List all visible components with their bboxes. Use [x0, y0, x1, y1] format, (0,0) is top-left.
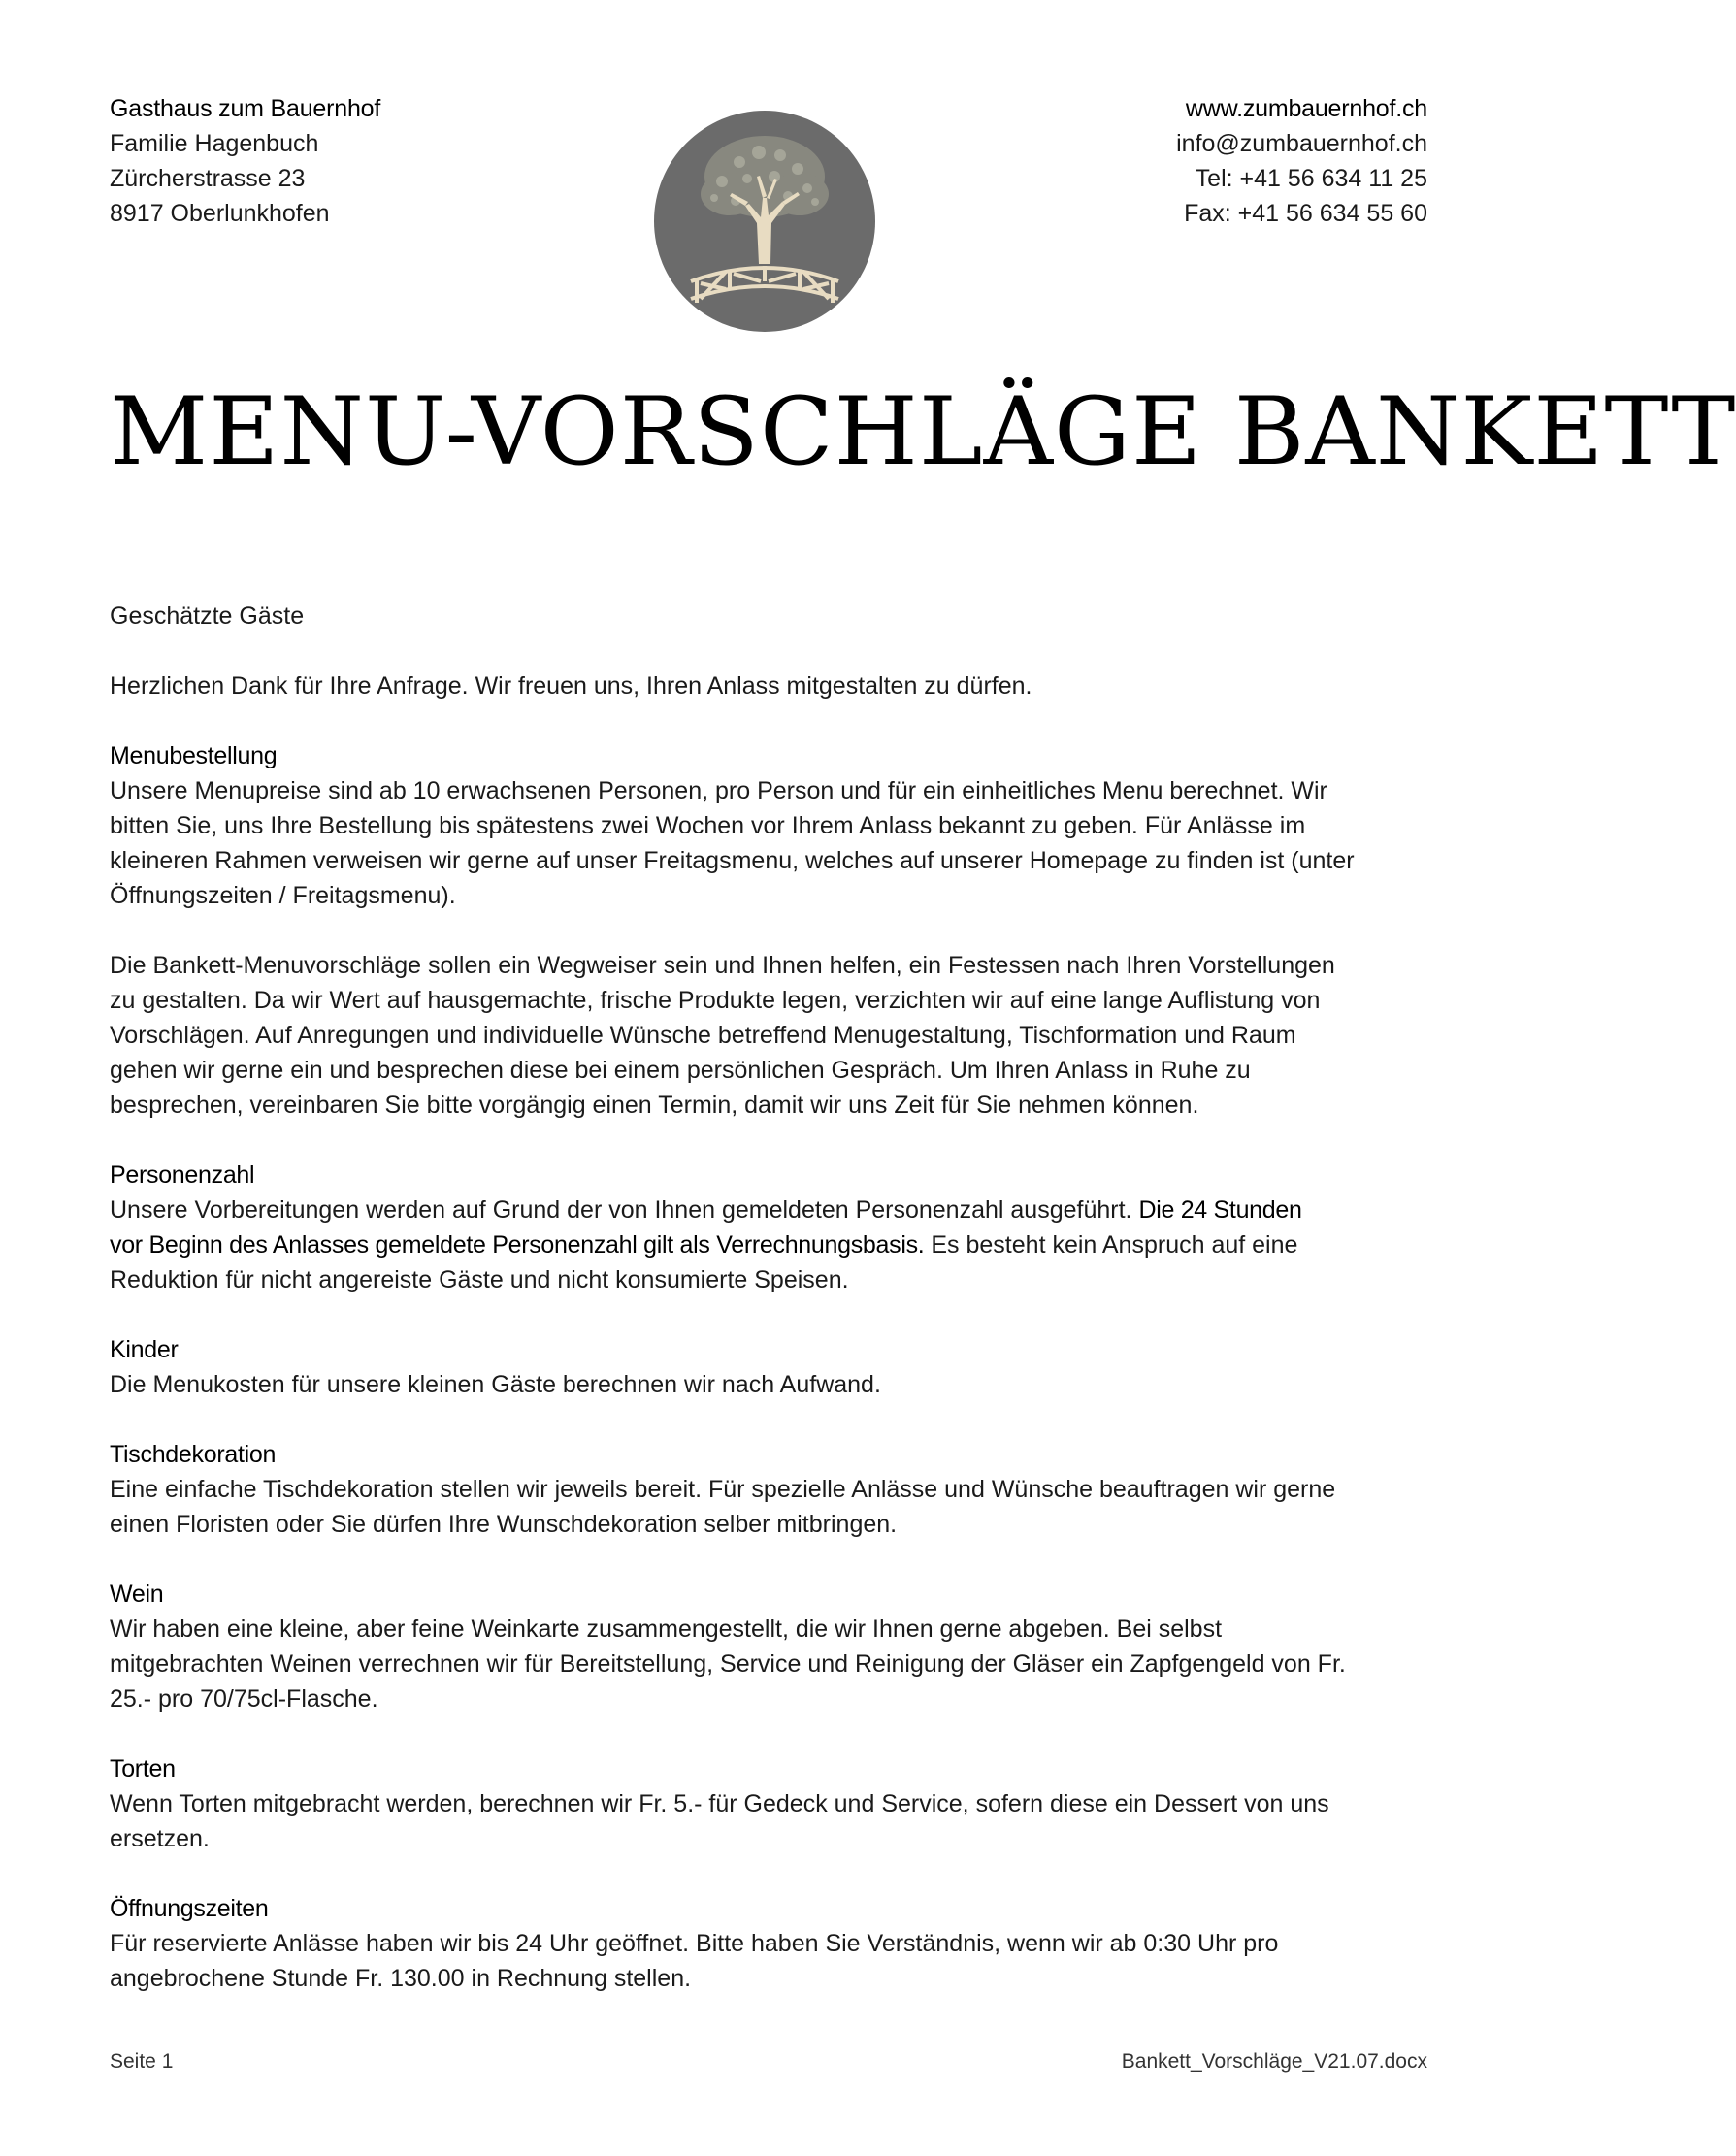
heading-wein: Wein: [110, 1581, 164, 1608]
text-line: ersetzen.: [110, 1825, 210, 1852]
text-line: besprechen, vereinbaren Sie bitte vorgängig einen Termin, damit wir uns Zeit für Sie nehmen können.: [110, 1092, 1199, 1119]
email-link[interactable]: info@zumbauernhof.ch: [1176, 130, 1427, 157]
text-line: angebrochene Stunde Fr. 130.00 in Rechnung stellen.: [110, 1965, 692, 1992]
address-block: [110, 91, 380, 231]
intro-paragraph: Herzlichen Dank für Ihre Anfrage. Wir freuen uns, Ihren Anlass mitgestalten zu dürfen.: [110, 672, 1032, 700]
text-run: Unsere Vorbereitungen werden auf Grund der von Ihnen gemeldeten Personenzahl ausgeführt.: [110, 1196, 1139, 1224]
heading-torten: Torten: [110, 1755, 176, 1782]
text-line: 25.- pro 70/75cl-Flasche.: [110, 1685, 378, 1713]
letter-body: [110, 599, 1429, 1996]
text-line: kleineren Rahmen verweisen wir gerne auf unser Freitagsmenu, welches auf unserer Homepage zu finden ist (unter: [110, 847, 1355, 874]
text-line: bitten Sie, uns Ihre Bestellung bis spätestens zwei Wochen vor Ihrem Anlass bekannt zu geben. Für Anlässe im: [110, 812, 1306, 839]
text-line: Vorschlägen. Auf Anregungen und individuelle Wünsche betreffend Menugestaltung, Tischformation und Raum: [110, 1022, 1296, 1049]
text-line: Wenn Torten mitgebracht werden, berechnen wir Fr. 5.- für Gedeck und Service, sofern diese ein Dessert von uns: [110, 1790, 1329, 1817]
heading-personenzahl: Personenzahl: [110, 1161, 255, 1189]
emphasis-text: vor Beginn des Anlasses gemeldete Personenzahl gilt als Verrechnungsbasis.: [110, 1231, 925, 1258]
document-filename: Bankett_Vorschläge_V21.07.docx: [1121, 2050, 1427, 2073]
text-line: mitgebrachten Weinen verrechnen wir für Bereitstellung, Service und Reinigung der Gläser ein Zapfgengeld von Fr.: [110, 1650, 1346, 1678]
emphasis-text: Die 24 Stunden: [1138, 1196, 1302, 1224]
family-name: Familie Hagenbuch: [110, 130, 319, 157]
page-title: MENU-VORSCHLÄGE BANKETT: [110, 377, 1736, 486]
text-line: Wir haben eine kleine, aber feine Weinkarte zusammengestellt, die wir Ihnen gerne abgeben. Bei selbst: [110, 1616, 1223, 1643]
text-line: Die Menukosten für unsere kleinen Gäste berechnen wir nach Aufwand.: [110, 1371, 881, 1398]
page-number: Seite 1: [110, 2050, 174, 2073]
heading-oeffnungszeiten: Öffnungszeiten: [110, 1895, 269, 1922]
business-name: Gasthaus zum Bauernhof: [110, 95, 381, 122]
text-line: Reduktion für nicht angereiste Gäste und nicht konsumierte Speisen.: [110, 1266, 849, 1293]
text-line: einen Floristen oder Sie dürfen Ihre Wunschdekoration selber mitbringen.: [110, 1511, 898, 1538]
contact-block: [1176, 91, 1427, 231]
phone-number: Tel: +41 56 634 11 25: [1195, 165, 1427, 192]
website-link[interactable]: www.zumbauernhof.ch: [1185, 95, 1427, 122]
heading-menubestellung: Menubestellung: [110, 742, 278, 769]
heading-tischdekoration: Tischdekoration: [110, 1441, 277, 1468]
text-line: Für reservierte Anlässe haben wir bis 24 Uhr geöffnet. Bitte haben Sie Verständnis, wenn wir ab 0:30 Uhr pro: [110, 1930, 1279, 1957]
text-run: Es besteht kein Anspruch auf eine: [924, 1231, 1298, 1258]
postal-city: 8917 Oberlunkhofen: [110, 200, 330, 227]
tree-logo-icon: [652, 109, 877, 334]
text-line: gehen wir gerne ein und besprechen diese bei einem persönlichen Gespräch. Um Ihren Anlass in Ruhe zu: [110, 1057, 1251, 1084]
text-line: Öffnungszeiten / Freitagsmenu).: [110, 882, 456, 909]
text-line: Die Bankett-Menuvorschläge sollen ein Wegweiser sein und Ihnen helfen, ein Festessen nach Ihren Vorstellungen: [110, 952, 1335, 979]
greeting: Geschätzte Gäste: [110, 603, 305, 630]
text-line: [110, 1192, 1429, 1227]
text-line: Unsere Menupreise sind ab 10 erwachsenen Personen, pro Person und für ein einheitliches Menu berechnet. Wir: [110, 777, 1327, 804]
text-line: Eine einfache Tischdekoration stellen wir jeweils bereit. Für spezielle Anlässe und Wünsche beauftragen wir gerne: [110, 1476, 1336, 1503]
heading-kinder: Kinder: [110, 1336, 179, 1363]
street-address: Zürcherstrasse 23: [110, 165, 306, 192]
fax-number: Fax: +41 56 634 55 60: [1184, 200, 1427, 227]
text-line: zu gestalten. Da wir Wert auf hausgemachte, frische Produkte legen, verzichten wir auf eine lange Auflistung von: [110, 987, 1321, 1014]
text-line: [110, 1227, 1429, 1262]
